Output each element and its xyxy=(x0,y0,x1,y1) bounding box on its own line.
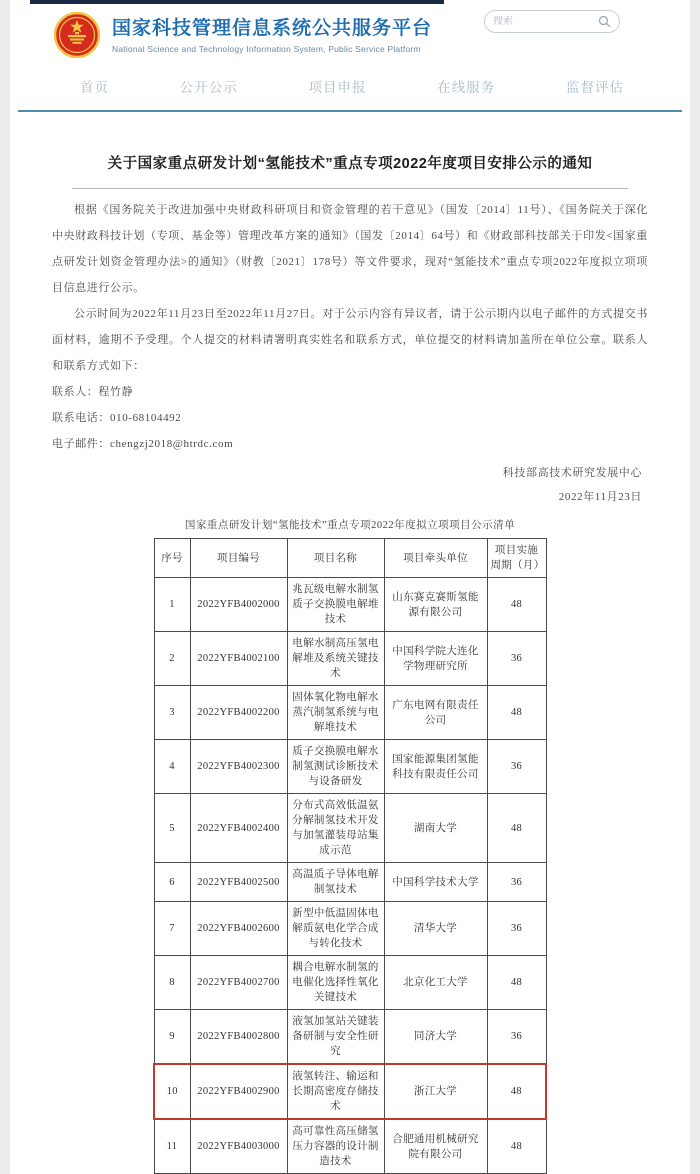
notice-paragraph-2: 公示时间为2022年11月23日至2022年11月27日。对于公示内容有异议者，请于公示期内以电子邮件的方式提交书面材料，逾期不予受理。个人提交的材料请署明真实姓名和联系方式，单位提交的材料请加盖所在单位公章。联系人和联系方式如下： xyxy=(52,308,648,372)
contact-line-1: 联系人：程竹静 xyxy=(52,386,134,398)
table-cell-no: 11 xyxy=(154,1119,190,1174)
search-box[interactable] xyxy=(484,10,620,33)
notice-paragraphs xyxy=(52,197,648,379)
table-cell-org: 国家能源集团氢能科技有限责任公司 xyxy=(384,740,487,794)
main-nav xyxy=(18,58,682,112)
table-cell-code: 2022YFB4002700 xyxy=(190,956,287,1010)
search-input[interactable] xyxy=(493,16,598,27)
table-cell-months: 36 xyxy=(487,632,546,686)
table-cell-code: 2022YFB4002100 xyxy=(190,632,287,686)
table-cell-code: 2022YFB4003000 xyxy=(190,1119,287,1174)
notice-paragraph-1: 根据《国务院关于改进加强中央财政科研项目和资金管理的若干意见》（国发〔2014〕11号）、《国务院关于深化中央财政科技计划（专项、基金等）管理改革方案的通知》（国发〔2014〕64号）和《财政部科技部关于印发<国家重点研发计划资金管理办法>的通知》（财教〔2021〕178号）等文件要求，现对“氢能技术”重点专项2022年度拟立项项目信息进行公示。 xyxy=(52,204,648,294)
table-cell-org: 清华大学 xyxy=(384,902,487,956)
table-cell-name: 电解水制高压氢电解堆及系统关键技术 xyxy=(287,632,384,686)
table-cell-org: 北京化工大学 xyxy=(384,956,487,1010)
table-cell-months: 48 xyxy=(487,794,546,863)
table-cell-months: 36 xyxy=(487,740,546,794)
table-cell-code: 2022YFB4002200 xyxy=(190,686,287,740)
table-row-11 xyxy=(154,1119,546,1174)
table-cell-code: 2022YFB4002500 xyxy=(190,863,287,902)
table-row-1 xyxy=(154,578,546,632)
table-cell-org: 湖南大学 xyxy=(384,794,487,863)
title-divider xyxy=(72,188,628,189)
table-row-3 xyxy=(154,686,546,740)
table-row-6 xyxy=(154,863,546,902)
signature-date: 2022年11月23日 xyxy=(558,491,642,503)
table-row-2 xyxy=(154,632,546,686)
table-header-cell-2: 项目编号 xyxy=(190,539,287,578)
contact-block xyxy=(52,379,648,457)
brand-text xyxy=(112,10,432,54)
nav-item-1[interactable]: 首页 xyxy=(80,80,109,95)
table-cell-name: 液氢加氢站关键装备研制与安全性研究 xyxy=(287,1010,384,1065)
table-cell-name: 液氢转注、输运和长期高密度存储技术 xyxy=(287,1064,384,1119)
table-cell-code: 2022YFB4002400 xyxy=(190,794,287,863)
contact-line-2: 联系电话：010-68104492 xyxy=(52,412,182,424)
table-cell-name: 高温质子导体电解制氢技术 xyxy=(287,863,384,902)
table-cell-no: 7 xyxy=(154,902,190,956)
table-header-cell-3: 项目名称 xyxy=(287,539,384,578)
table-cell-org: 中国科学技术大学 xyxy=(384,863,487,902)
table-cell-no: 6 xyxy=(154,863,190,902)
table-cell-name: 分布式高效低温氨分解制氢技术开发与加氢灌装母站集成示范 xyxy=(287,794,384,863)
table-cell-no: 3 xyxy=(154,686,190,740)
page-card xyxy=(10,0,690,1174)
project-table-body xyxy=(154,578,546,1174)
table-cell-months: 48 xyxy=(487,578,546,632)
table-row-5 xyxy=(154,794,546,863)
table-cell-no: 2 xyxy=(154,632,190,686)
site-title: 国家科技管理信息系统公共服务平台 xyxy=(112,18,433,39)
site-subtitle: National Science and Technology Information System, Public Service Platform xyxy=(112,44,421,54)
table-cell-no: 10 xyxy=(154,1064,190,1119)
table-header-cell-5: 项目实施周期（月） xyxy=(487,539,546,578)
nav-item-4[interactable]: 在线服务 xyxy=(437,80,496,95)
table-cell-code: 2022YFB4002800 xyxy=(190,1010,287,1065)
table-cell-org: 广东电网有限责任公司 xyxy=(384,686,487,740)
nav-item-5[interactable]: 监督评估 xyxy=(566,80,624,95)
table-caption: 国家重点研发计划“氢能技术”重点专项2022年度拟立项项目公示清单 xyxy=(184,520,516,531)
notice-title: 关于国家重点研发计划“氢能技术”重点专项2022年度项目安排公示的通知 xyxy=(107,156,593,172)
table-cell-code: 2022YFB4002000 xyxy=(190,578,287,632)
table-cell-months: 48 xyxy=(487,686,546,740)
table-header-cell-4: 项目牵头单位 xyxy=(384,539,487,578)
nav-item-2[interactable]: 公开公示 xyxy=(179,80,238,95)
table-cell-name: 固体氧化物电解水蒸汽制氢系统与电解堆技术 xyxy=(287,686,384,740)
table-cell-months: 48 xyxy=(487,1064,546,1119)
table-cell-name: 耦合电解水制氢的电催化选择性氧化关键技术 xyxy=(287,956,384,1010)
table-header-cell-1: 序号 xyxy=(154,539,190,578)
table-cell-name: 新型中低温固体电解质氨电化学合成与转化技术 xyxy=(287,902,384,956)
search-icon[interactable] xyxy=(598,15,611,28)
table-row-8 xyxy=(154,956,546,1010)
table-cell-org: 同济大学 xyxy=(384,1010,487,1065)
notice-content xyxy=(10,152,690,1174)
signature-block xyxy=(52,461,648,509)
table-cell-org: 浙江大学 xyxy=(384,1064,487,1119)
table-cell-code: 2022YFB4002900 xyxy=(190,1064,287,1119)
table-cell-name: 高可靠性高压储氢压力容器的设计制造技术 xyxy=(287,1119,384,1174)
table-cell-no: 1 xyxy=(154,578,190,632)
table-cell-no: 9 xyxy=(154,1010,190,1065)
table-cell-months: 48 xyxy=(487,1119,546,1174)
site-header xyxy=(10,0,690,58)
table-cell-months: 36 xyxy=(487,902,546,956)
table-cell-months: 36 xyxy=(487,863,546,902)
contact-line-3: 电子邮件：chengzj2018@htrdc.com xyxy=(52,438,234,450)
nav-item-3[interactable]: 项目申报 xyxy=(308,80,367,95)
table-header-row xyxy=(154,539,546,578)
table-row-9 xyxy=(154,1010,546,1065)
table-cell-name: 质子交换膜电解水制氢测试诊断技术与设备研发 xyxy=(287,740,384,794)
table-cell-code: 2022YFB4002600 xyxy=(190,902,287,956)
table-row-7 xyxy=(154,902,546,956)
national-emblem-icon[interactable] xyxy=(54,12,100,58)
table-row-4 xyxy=(154,740,546,794)
table-row-10-highlighted xyxy=(154,1064,546,1119)
table-cell-org: 合肥通用机械研究院有限公司 xyxy=(384,1119,487,1174)
table-cell-months: 48 xyxy=(487,956,546,1010)
signature-org: 科技部高技术研究发展中心 xyxy=(502,467,642,479)
table-cell-no: 4 xyxy=(154,740,190,794)
table-cell-org: 山东赛克赛斯氢能源有限公司 xyxy=(384,578,487,632)
project-table xyxy=(153,538,547,1174)
table-cell-months: 36 xyxy=(487,1010,546,1065)
table-cell-org: 中国科学院大连化学物理研究所 xyxy=(384,632,487,686)
table-cell-name: 兆瓦级电解水制氢质子交换膜电解堆技术 xyxy=(287,578,384,632)
table-cell-no: 5 xyxy=(154,794,190,863)
table-cell-no: 8 xyxy=(154,956,190,1010)
table-cell-code: 2022YFB4002300 xyxy=(190,740,287,794)
